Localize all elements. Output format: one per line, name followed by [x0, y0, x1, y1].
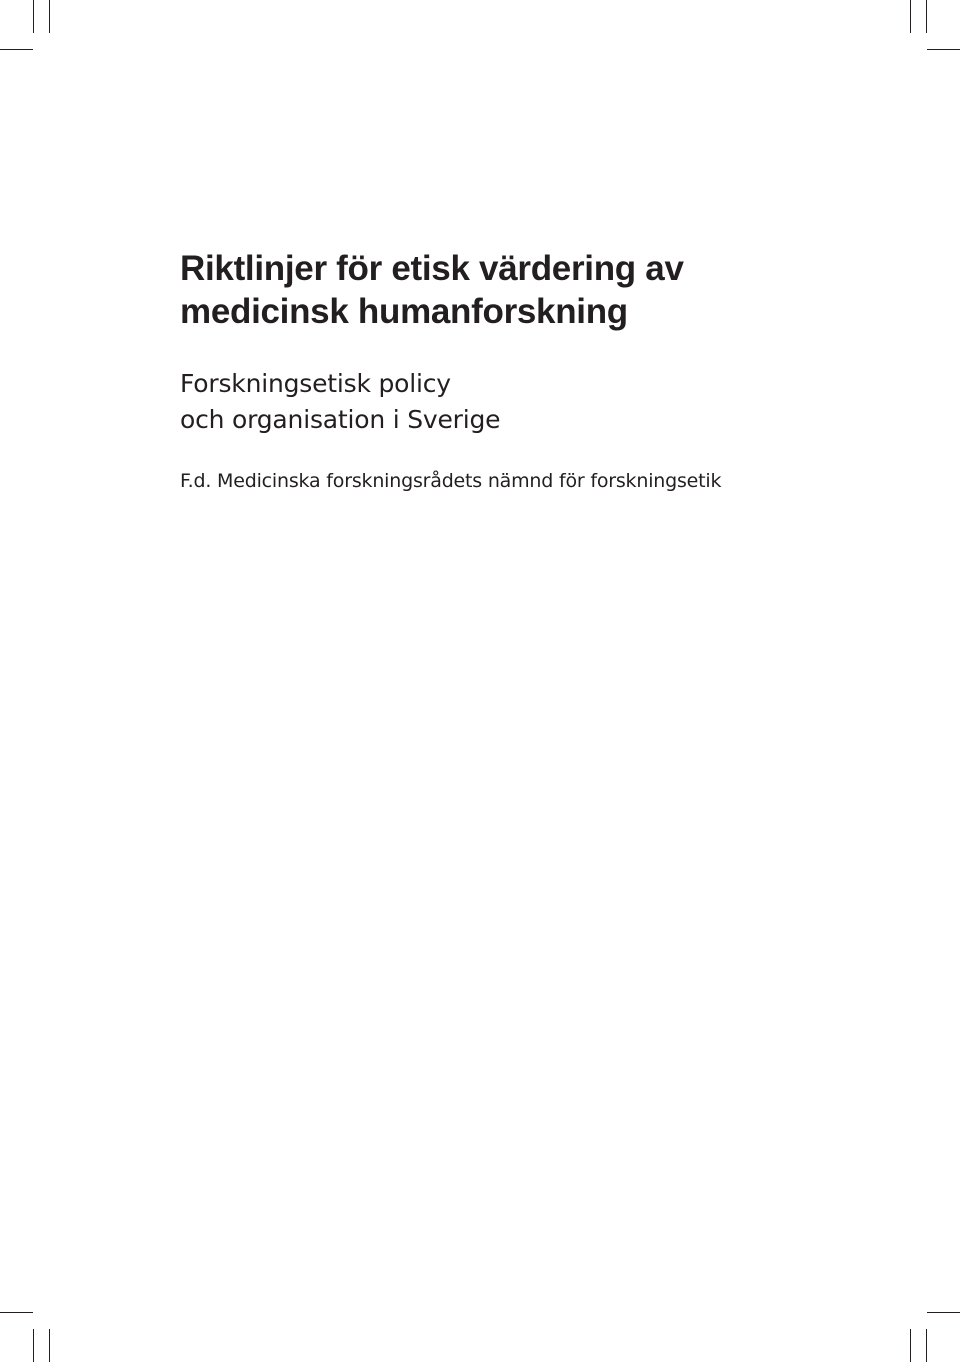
crop-mark-top-right-vertical-inner	[910, 0, 911, 33]
document-publisher: F.d. Medicinska forskningsrådets nämnd för forskningsetik	[180, 470, 722, 492]
crop-mark-bottom-right-horizontal	[927, 1312, 960, 1313]
document-subtitle-line-1: Forskningsetisk policy	[180, 369, 451, 398]
crop-mark-top-right-vertical-outer	[926, 0, 927, 33]
document-subtitle-line-2: och organisation i Sverige	[180, 405, 501, 434]
document-title-line-1: Riktlinjer för etisk värdering av	[180, 249, 684, 288]
crop-mark-bottom-right-vertical-inner	[910, 1329, 911, 1362]
crop-mark-top-left-vertical-outer	[33, 0, 34, 33]
crop-mark-bottom-left-vertical-outer	[33, 1329, 34, 1362]
crop-mark-bottom-left-vertical-inner	[49, 1329, 50, 1362]
document-subtitle	[180, 366, 500, 438]
document-title-line-2: medicinsk humanforskning	[180, 292, 628, 331]
crop-mark-top-left-vertical-inner	[49, 0, 50, 33]
crop-mark-top-right-horizontal	[927, 49, 960, 50]
document-title	[180, 247, 684, 333]
crop-mark-bottom-right-vertical-outer	[926, 1329, 927, 1362]
crop-mark-top-left-horizontal	[0, 49, 33, 50]
crop-mark-bottom-left-horizontal	[0, 1312, 33, 1313]
